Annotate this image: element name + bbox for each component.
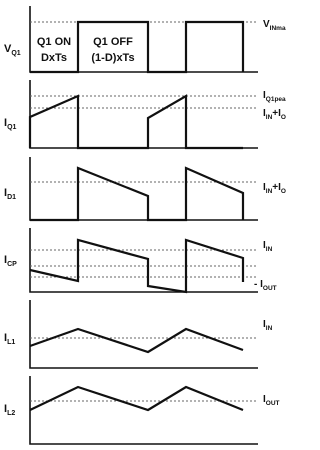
waveform-il2 xyxy=(30,387,243,410)
ref-label-iq1-peak: $I_{Q1pea}$ xyxy=(263,90,286,103)
annotation-off-duration: (1-D)xTs xyxy=(91,52,135,64)
panel-vq1 xyxy=(4,6,286,72)
waveform-id1 xyxy=(30,168,243,220)
panel-il1 xyxy=(4,300,273,368)
ylabel-il1: $I_{L1}$ xyxy=(4,332,16,346)
ylabel-vq1: $V_{Q1}$ xyxy=(4,43,21,57)
panel-iq1 xyxy=(4,80,286,148)
annotation-q1-off: Q1 OFF xyxy=(93,36,133,48)
ylabel-iq1: $I_{Q1}$ xyxy=(4,117,17,131)
ylabel-id1: $I_{D1}$ xyxy=(4,187,17,201)
ylabel-icp: $I_{CP}$ xyxy=(4,254,17,268)
axis-il2 xyxy=(30,376,258,444)
ylabel-il2: $I_{L2}$ xyxy=(4,403,16,417)
annotation-q1-on: Q1 ON xyxy=(36,36,72,48)
ref-label-il2-out: $I_{OUT}$ xyxy=(263,394,280,407)
ref-label-il1-in: $I_{IN}$ xyxy=(263,319,273,332)
panel-icp xyxy=(4,228,277,292)
axis-iq1 xyxy=(30,80,258,148)
axis-icp xyxy=(30,228,258,292)
waveform-il1 xyxy=(30,329,243,352)
ref-label-vq1-vinmax: $V_{INma}$ xyxy=(263,19,286,32)
ref-label-iq1-in-plus-o: $I_{IN}+I_O$ xyxy=(263,108,286,121)
waveform-iq1 xyxy=(30,96,243,148)
ref-label-id1-in-plus-o: $I_{IN}+I_O$ xyxy=(263,182,286,195)
panel-il2 xyxy=(4,376,280,444)
annotation-on-duration: DxTs xyxy=(40,52,68,64)
ref-label-icp-in: $I_{IN}$ xyxy=(263,240,273,253)
ref-label-icp-out: - $I_{OUT}$ xyxy=(254,279,277,292)
axis-id1 xyxy=(30,157,258,220)
panel-id1 xyxy=(4,157,286,220)
